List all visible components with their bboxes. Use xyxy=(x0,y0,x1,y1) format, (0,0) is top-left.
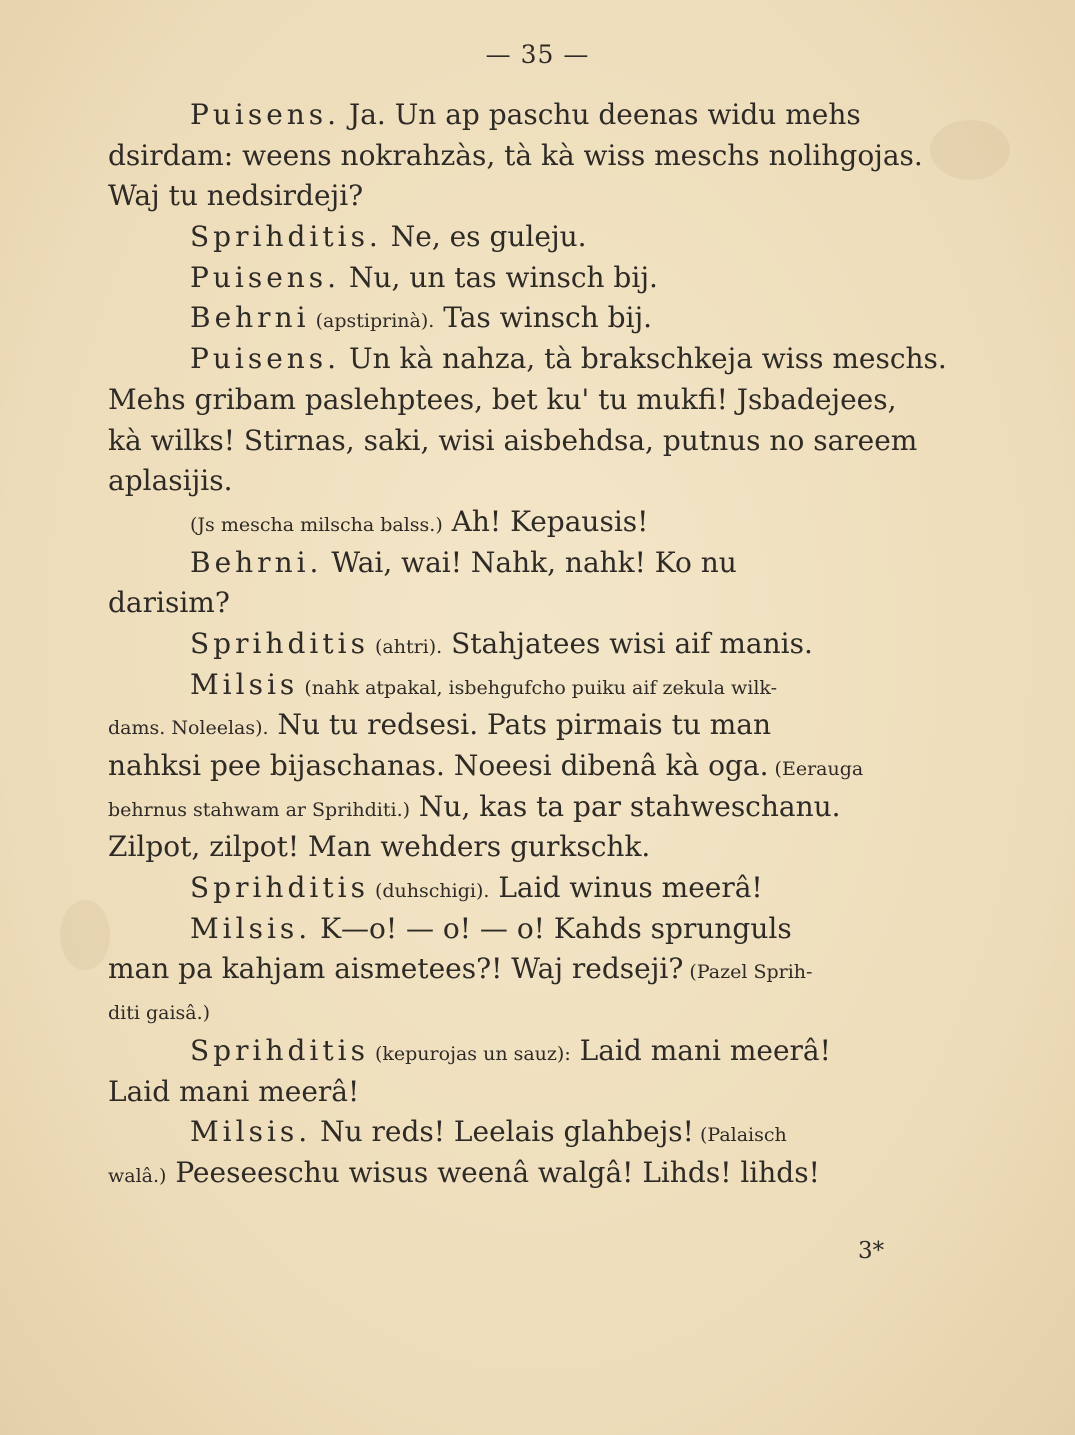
speaker-name: Sprihditis. xyxy=(190,220,382,254)
text-line xyxy=(108,95,948,136)
dialogue-text: kà wilks! Stirnas, saki, wisi aisbehdsa, putnus no sareem xyxy=(108,423,918,457)
speaker-name: Puisens. xyxy=(190,260,341,294)
stage-direction: diti gaisâ.) xyxy=(108,1002,211,1025)
stage-direction: dams. Noleelas). xyxy=(108,717,269,740)
stage-direction: walâ.) xyxy=(108,1164,167,1187)
dialogue-text: Stahjatees wisi aif manis. xyxy=(442,626,813,660)
stage-direction: (nahk atpakal, isbehgufcho puiku aif zekula wilk- xyxy=(298,676,778,699)
text-line xyxy=(108,1112,948,1153)
dialogue-text: Nu, un tas winsch bij. xyxy=(340,260,658,294)
dialogue-text: Un kà nahza, tà brakschkeja wiss meschs. xyxy=(340,342,947,376)
text-line xyxy=(108,624,948,665)
dialogue-text: Waj tu nedsirdeji? xyxy=(108,179,364,213)
paper-stain xyxy=(60,900,110,970)
dialogue-text: man pa kahjam aismetees?! Waj redseji? xyxy=(108,952,684,986)
stage-direction: (kepurojas un sauz): xyxy=(368,1042,571,1065)
text-line xyxy=(108,258,948,299)
dialogue-text: nahksi pee bijaschanas. Noeesi dibenâ kà oga. xyxy=(108,749,769,782)
text-line xyxy=(108,380,948,421)
speaker-name: Puisens. xyxy=(190,98,341,131)
text-line xyxy=(108,909,948,950)
dialogue-text: darisim? xyxy=(108,586,230,620)
speaker-name: Behrni. xyxy=(190,545,323,579)
stage-direction: behrnus stahwam ar Sprihditi.) xyxy=(108,798,411,821)
stage-direction: (Js mescha milscha balss.) xyxy=(190,513,443,536)
stage-direction: (Palaisch xyxy=(693,1124,787,1147)
dialogue-text: Ne, es guleju. xyxy=(381,220,587,254)
text-line xyxy=(108,1031,948,1072)
text-line xyxy=(108,136,948,177)
stage-direction: (Eerauga xyxy=(768,758,864,780)
text-line xyxy=(108,176,948,217)
text-line xyxy=(108,949,948,990)
text-line xyxy=(108,746,948,787)
text-line xyxy=(108,543,948,584)
dialogue-text: Wai, wai! Nahk, nahk! Ko nu xyxy=(322,545,737,579)
dialogue-text: dsirdam: weens nokrahzàs, tà kà wiss meschs nolihgojas. xyxy=(108,138,923,172)
dialogue-text: Laid winus meerâ! xyxy=(489,871,763,905)
dialogue-text: Laid mani meerâ! xyxy=(108,1074,360,1108)
text-line xyxy=(108,827,948,868)
page-number: — 35 — xyxy=(485,40,590,69)
text-line xyxy=(108,990,948,1031)
speaker-name: Behrni xyxy=(190,301,310,335)
signature-mark: 3* xyxy=(858,1238,885,1264)
text-line xyxy=(108,502,948,543)
text-line xyxy=(108,421,948,462)
text-line xyxy=(108,217,948,258)
dialogue-text: aplasijis. xyxy=(108,464,233,498)
dialogue-text: Nu tu redsesi. Pats pirmais tu man xyxy=(268,708,772,742)
text-line xyxy=(108,705,948,746)
dialogue-text: Nu, kas ta par stahweschanu. xyxy=(410,789,841,823)
text-line xyxy=(108,298,948,339)
dialogue-text: Tas winsch bij. xyxy=(434,301,653,335)
text-line xyxy=(108,1153,948,1194)
dialogue-text: Zilpot, zilpot! Man wehders gurkschk. xyxy=(108,830,651,864)
dialogue-text: K—o! — o! — o! Kahds sprunguls xyxy=(311,911,792,945)
text-line xyxy=(108,787,948,828)
dialogue-text: Ja. Un ap paschu deenas widu mehs xyxy=(340,98,861,131)
text-line xyxy=(108,868,948,909)
speaker-name: Milsis. xyxy=(190,911,312,945)
play-text xyxy=(108,95,948,1194)
dialogue-text: Nu reds! Leelais glahbejs! xyxy=(311,1115,694,1149)
text-line xyxy=(108,339,948,380)
stage-direction: (apstiprinà). xyxy=(309,310,435,333)
dialogue-text: Ah! Kepausis! xyxy=(442,504,649,538)
text-line xyxy=(108,583,948,624)
text-line xyxy=(108,1072,948,1113)
dialogue-text: Mehs gribam paslehptees, bet ku' tu mukfi! Jsbadejees, xyxy=(108,382,897,416)
stage-direction: (Pazel Sprih- xyxy=(683,961,813,984)
speaker-name: Milsis. xyxy=(190,1115,312,1149)
text-line xyxy=(108,665,948,706)
speaker-name: Puisens. xyxy=(190,342,341,376)
speaker-name: Sprihditis xyxy=(190,626,369,660)
text-line xyxy=(108,461,948,502)
speaker-name: Sprihditis xyxy=(190,871,369,905)
dialogue-text: Laid mani meerâ! xyxy=(570,1033,831,1067)
speaker-name: Milsis xyxy=(190,667,299,701)
stage-direction: (ahtri). xyxy=(368,635,443,658)
speaker-name: Sprihditis xyxy=(190,1033,369,1067)
stage-direction: (duhschigi). xyxy=(368,880,490,903)
dialogue-text: Peeseeschu wisus weenâ walgâ! Lihds! lihds! xyxy=(166,1155,820,1189)
